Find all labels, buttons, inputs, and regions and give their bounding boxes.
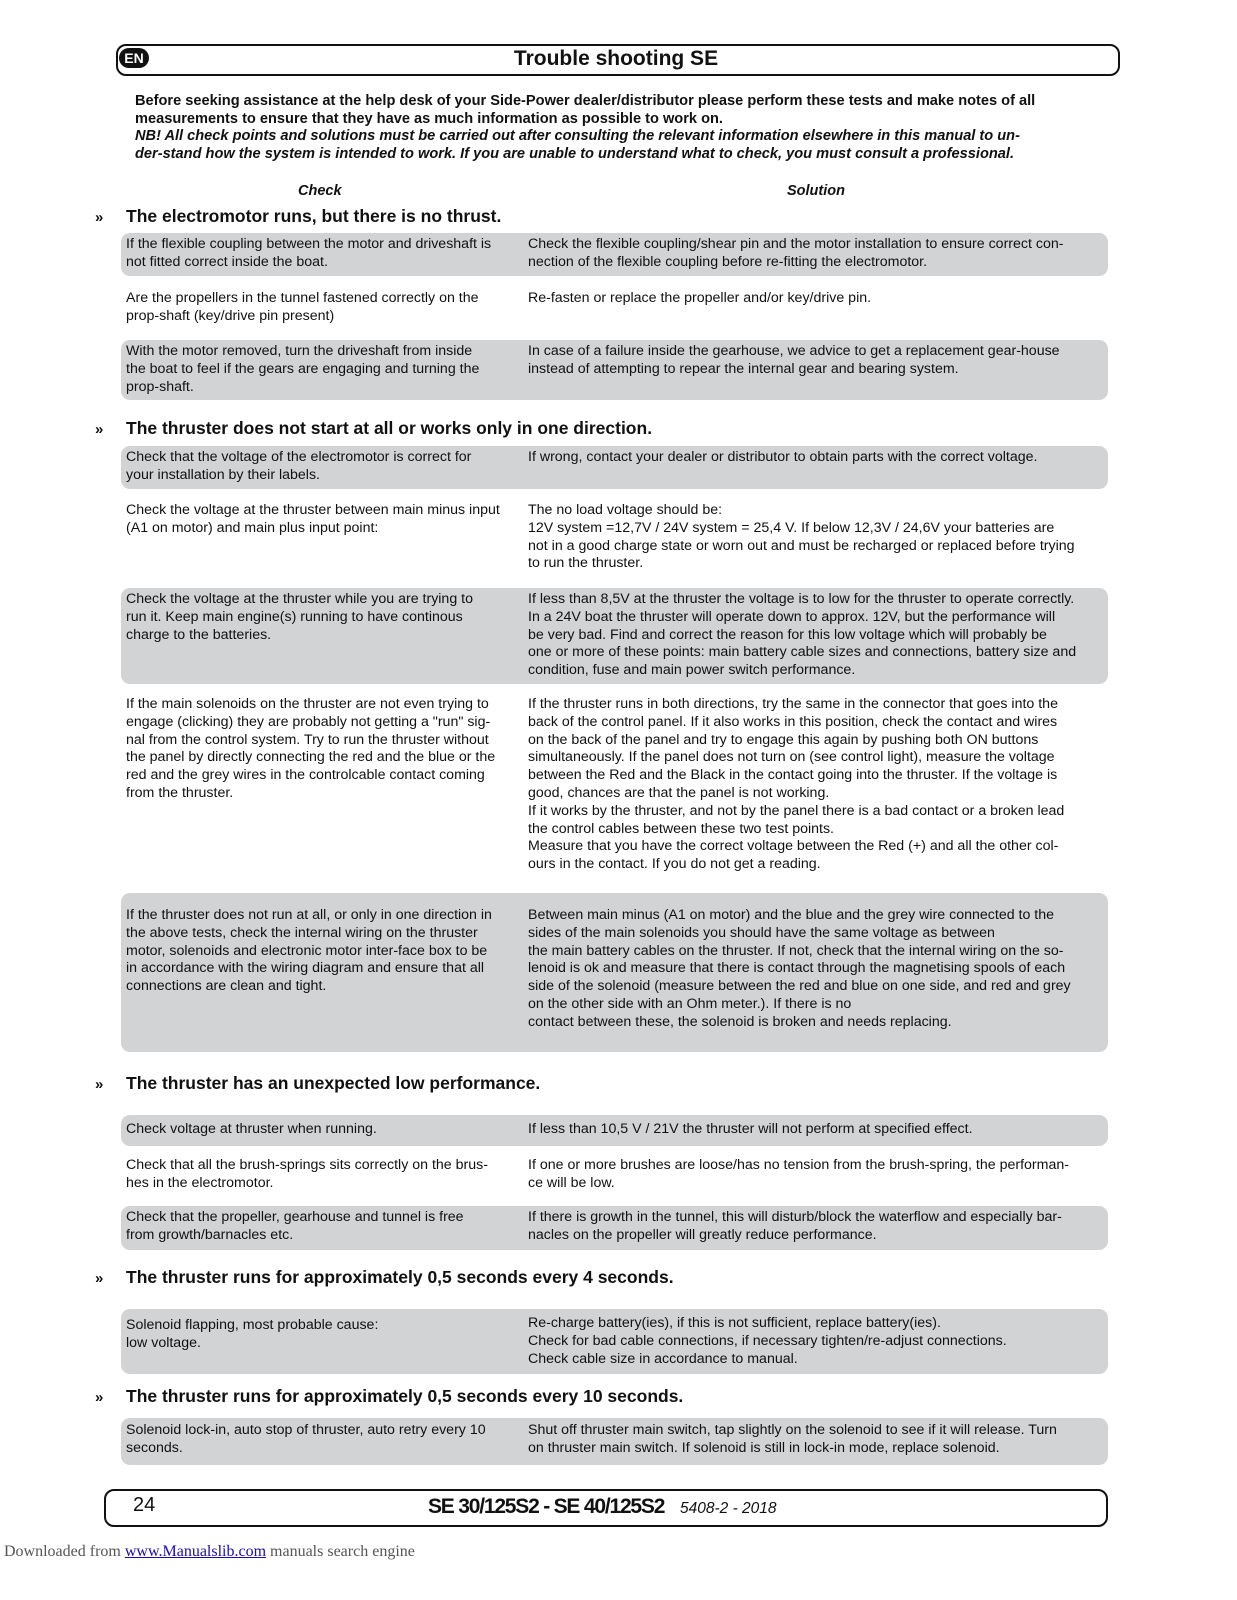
check-line: the boat to feel if the gears are engaging and turning the bbox=[126, 360, 480, 377]
solution-line: simultaneously. If the panel does not turn on (see control light), measure the voltage bbox=[528, 749, 1055, 766]
table-row bbox=[121, 340, 1108, 400]
solution-line: Check cable size in accordance to manual. bbox=[528, 1350, 798, 1367]
bullet-icon: » bbox=[95, 1076, 104, 1093]
section-title bbox=[95, 1072, 540, 1096]
check-cell bbox=[126, 907, 514, 996]
solution-line: between the Red and the Black in the contact going into the thruster. If the voltage is bbox=[528, 767, 1058, 784]
check-line: not fitted correct inside the boat. bbox=[126, 253, 328, 270]
solution-line: instead of attempting to repear the internal gear and bearing system. bbox=[528, 360, 959, 377]
solution-cell bbox=[528, 1157, 1105, 1193]
solution-line: Check for bad cable connections, if necessary tighten/re-adjust connections. bbox=[528, 1332, 1007, 1349]
check-line: If the thruster does not run at all, or only in one direction in bbox=[126, 907, 492, 923]
solution-line: side of the solenoid (measure between the red and blue on one side, and red and grey bbox=[528, 978, 1071, 995]
solution-line: on the back of the panel and try to engage this again by pushing both ON buttons bbox=[528, 731, 1039, 748]
solution-line: on thruster main switch. If solenoid is still in lock-in mode, replace solenoid. bbox=[528, 1439, 1000, 1456]
solution-cell bbox=[528, 1209, 1105, 1245]
check-line: nal from the control system. Try to run the thruster without bbox=[126, 731, 489, 748]
solution-column-header: Solution bbox=[787, 183, 845, 199]
solution-line: 12V system =12,7V / 24V system = 25,4 V. If below 12,3V / 24,6V your batteries are bbox=[528, 519, 1055, 536]
check-line: the panel by directly connecting the red and the blue or the bbox=[126, 749, 496, 766]
check-line: Check that the voltage of the electromotor is correct for bbox=[126, 449, 472, 465]
solution-line: be very bad. Find and correct the reason for this low voltage which will probably be bbox=[528, 626, 1047, 643]
solution-line: the main battery cables on the thruster. If not, check that the internal wiring on the so- bbox=[528, 942, 1064, 959]
section-title-text: The electromotor runs, but there is no thrust. bbox=[126, 206, 502, 226]
check-cell bbox=[126, 1121, 514, 1139]
check-line: charge to the batteries. bbox=[126, 626, 272, 643]
check-line: your installation by their labels. bbox=[126, 466, 320, 483]
table-row bbox=[121, 1206, 1108, 1250]
solution-line: Between main minus (A1 on motor) and the blue and the grey wire connected to the bbox=[528, 907, 1055, 923]
solution-line: lenoid is ok and measure that there is contact through the magnetising spools of each bbox=[528, 960, 1066, 977]
check-cell bbox=[126, 1157, 514, 1193]
solution-line: to run the thruster. bbox=[528, 555, 644, 572]
solution-line: In a 24V boat the thruster will operate down to approx. 12V, but the performance will bbox=[528, 608, 1056, 625]
table-row bbox=[121, 893, 1108, 1052]
solution-cell bbox=[528, 449, 1105, 467]
check-line: Check voltage at thruster when running. bbox=[126, 1121, 377, 1137]
check-line: red and the grey wires in the controlcable contact coming bbox=[126, 767, 485, 784]
section-title bbox=[95, 205, 501, 229]
bullet-icon: » bbox=[95, 1389, 104, 1406]
solution-line: The no load voltage should be: bbox=[528, 502, 723, 518]
solution-line: Shut off thruster main switch, tap slightly on the solenoid to see if it will release. Turn bbox=[528, 1422, 1057, 1438]
solution-line: ours in the contact. If you do not get a reading. bbox=[528, 856, 821, 873]
check-cell bbox=[126, 502, 514, 538]
check-cell bbox=[126, 1317, 514, 1353]
document-code: 5408-2 - 2018 bbox=[680, 1500, 777, 1517]
check-line: (A1 on motor) and main plus input point: bbox=[126, 519, 379, 536]
check-line: engage (clicking) they are probably not getting a "run" sig- bbox=[126, 713, 491, 730]
solution-line: the control cables between these two test points. bbox=[528, 820, 835, 837]
download-suffix: manuals search engine bbox=[266, 1543, 415, 1560]
solution-cell bbox=[528, 1422, 1105, 1458]
check-line: Check that the propeller, gearhouse and tunnel is free bbox=[126, 1209, 464, 1225]
solution-line: nacles on the propeller will greatly reduce performance. bbox=[528, 1226, 877, 1243]
check-line: hes in the electromotor. bbox=[126, 1174, 274, 1191]
solution-line: ce will be low. bbox=[528, 1174, 615, 1191]
check-line: motor, solenoids and electronic motor inter-face box to be bbox=[126, 942, 488, 959]
table-row bbox=[121, 446, 1108, 489]
check-line: Check the voltage at the thruster between main minus input bbox=[126, 502, 500, 518]
solution-cell bbox=[528, 1315, 1105, 1368]
section-title bbox=[95, 417, 652, 441]
check-line: prop-shaft (key/drive pin present) bbox=[126, 307, 335, 324]
solution-line: If it works by the thruster, and not by the panel there is a bad contact or a broken lead bbox=[528, 802, 1065, 819]
check-line: prop-shaft. bbox=[126, 378, 194, 395]
table-row bbox=[121, 499, 1108, 578]
intro-note-line: NB! All check points and solutions must be carried out after consulting the relevant information elsewhere in this manual to un- bbox=[135, 128, 1020, 144]
section-title bbox=[95, 1266, 674, 1290]
table-row bbox=[121, 693, 1108, 883]
table-row bbox=[121, 1154, 1108, 1197]
check-cell bbox=[126, 236, 514, 272]
solution-line: contact between these, the solenoid is broken and needs replacing. bbox=[528, 1013, 952, 1030]
table-row bbox=[121, 287, 1108, 330]
solution-line: If there is growth in the tunnel, this will disturb/block the waterflow and especially bar- bbox=[528, 1209, 1062, 1225]
check-line: Solenoid lock-in, auto stop of thruster, auto retry every 10 bbox=[126, 1422, 486, 1438]
solution-line: Re-charge battery(ies), if this is not sufficient, replace battery(ies). bbox=[528, 1315, 941, 1331]
solution-cell bbox=[528, 696, 1105, 874]
solution-line: In case of a failure inside the gearhouse, we advice to get a replacement gear-house bbox=[528, 343, 1060, 359]
solution-cell bbox=[528, 343, 1105, 379]
download-prefix: Downloaded from bbox=[4, 1543, 125, 1560]
check-line: If the main solenoids on the thruster are not even trying to bbox=[126, 696, 489, 712]
intro-text bbox=[135, 93, 1120, 163]
check-line: If the flexible coupling between the motor and driveshaft is bbox=[126, 236, 492, 252]
check-line: Are the propellers in the tunnel fastened correctly on the bbox=[126, 290, 479, 306]
solution-cell bbox=[528, 502, 1105, 573]
check-cell bbox=[126, 1422, 514, 1458]
model-name: SE 30/125S2 - SE 40/125S2 bbox=[428, 1495, 665, 1518]
table-row bbox=[121, 1309, 1108, 1374]
solution-line: good, chances are that the panel is not working. bbox=[528, 784, 830, 801]
page-title: Trouble shooting SE bbox=[513, 47, 719, 70]
check-column-header: Check bbox=[298, 183, 342, 199]
solution-cell bbox=[528, 236, 1105, 272]
check-line: Check that all the brush-springs sits correctly on the brus- bbox=[126, 1157, 488, 1173]
solution-cell bbox=[528, 290, 1105, 308]
section-title-text: The thruster runs for approximately 0,5 seconds every 4 seconds. bbox=[126, 1267, 674, 1287]
solution-line: one or more of these points: main battery cable sizes and connections, battery size and bbox=[528, 644, 1077, 661]
page-number: 24 bbox=[133, 1494, 156, 1516]
check-cell bbox=[126, 343, 514, 396]
solution-line: nection of the flexible coupling before re-fitting the electromotor. bbox=[528, 253, 928, 270]
check-line: run it. Keep main engine(s) running to have continous bbox=[126, 608, 463, 625]
section-title bbox=[95, 1385, 683, 1409]
check-line: connections are clean and tight. bbox=[126, 978, 327, 995]
intro-line: measurements to ensure that they have as much information as possible to work on. bbox=[135, 110, 723, 127]
bullet-icon: » bbox=[95, 209, 104, 226]
solution-line: back of the control panel. If it also works in this position, check the contact and wires bbox=[528, 713, 1058, 730]
check-line: in accordance with the wiring diagram and ensure that all bbox=[126, 960, 485, 977]
solution-line: condition, fuse and main power switch performance. bbox=[528, 662, 856, 679]
solution-line: sides of the main solenoids you should have the same voltage as between bbox=[528, 924, 995, 941]
download-notice bbox=[4, 1543, 415, 1561]
language-badge: EN bbox=[119, 48, 149, 68]
check-line: With the motor removed, turn the driveshaft from inside bbox=[126, 343, 473, 359]
table-row bbox=[121, 1418, 1108, 1465]
solution-line: If less than 10,5 V / 21V the thruster will not perform at specified effect. bbox=[528, 1121, 973, 1137]
bullet-icon: » bbox=[95, 421, 104, 438]
solution-line: Measure that you have the correct voltage between the Red (+) and all the other col- bbox=[528, 838, 1059, 855]
section-title-text: The thruster does not start at all or works only in one direction. bbox=[126, 418, 653, 438]
check-cell bbox=[126, 591, 514, 644]
solution-cell bbox=[528, 591, 1105, 680]
check-cell bbox=[126, 1209, 514, 1245]
table-row bbox=[121, 233, 1108, 276]
check-cell bbox=[126, 449, 514, 485]
solution-cell bbox=[528, 907, 1105, 1032]
solution-line: If one or more brushes are loose/has no tension from the brush-spring, the performan- bbox=[528, 1157, 1069, 1173]
check-line: low voltage. bbox=[126, 1334, 201, 1351]
solution-cell bbox=[528, 1121, 1105, 1139]
check-line: from growth/barnacles etc. bbox=[126, 1226, 294, 1243]
table-row bbox=[121, 588, 1108, 684]
solution-line: not in a good charge state or worn out and must be recharged or replaced before trying bbox=[528, 537, 1075, 554]
check-line: from the thruster. bbox=[126, 784, 234, 801]
solution-line: If wrong, contact your dealer or distributor to obtain parts with the correct voltage. bbox=[528, 449, 1038, 465]
check-line: the above tests, check the internal wiring on the thruster bbox=[126, 924, 478, 941]
check-cell bbox=[126, 290, 514, 326]
solution-line: Re-fasten or replace the propeller and/or key/drive pin. bbox=[528, 290, 872, 306]
solution-line: Check the flexible coupling/shear pin and the motor installation to ensure correct con- bbox=[528, 236, 1064, 252]
intro-line: Before seeking assistance at the help desk of your Side-Power dealer/distributor please perform these tests and make notes of all bbox=[135, 93, 1036, 109]
check-line: seconds. bbox=[126, 1439, 183, 1456]
solution-line: If less than 8,5V at the thruster the voltage is to low for the thruster to operate correctly. bbox=[528, 591, 1075, 607]
intro-note-line: der-stand how the system is intended to work. If you are unable to understand what to check, you must consult a professional. bbox=[135, 145, 1015, 162]
solution-line: If the thruster runs in both directions, try the same in the connector that goes into the bbox=[528, 696, 1058, 712]
bullet-icon: » bbox=[95, 1270, 104, 1287]
solution-line: on the other side with an Ohm meter.). If there is no bbox=[528, 995, 852, 1012]
table-row bbox=[121, 1115, 1108, 1146]
check-line: Check the voltage at the thruster while you are trying to bbox=[126, 591, 473, 607]
check-line: Solenoid flapping, most probable cause: bbox=[126, 1317, 379, 1333]
section-title-text: The thruster runs for approximately 0,5 seconds every 10 seconds. bbox=[126, 1386, 684, 1406]
manualslib-link[interactable]: www.Manualslib.com bbox=[124, 1543, 267, 1560]
section-title-text: The thruster has an unexpected low performance. bbox=[126, 1073, 541, 1093]
check-cell bbox=[126, 696, 514, 803]
